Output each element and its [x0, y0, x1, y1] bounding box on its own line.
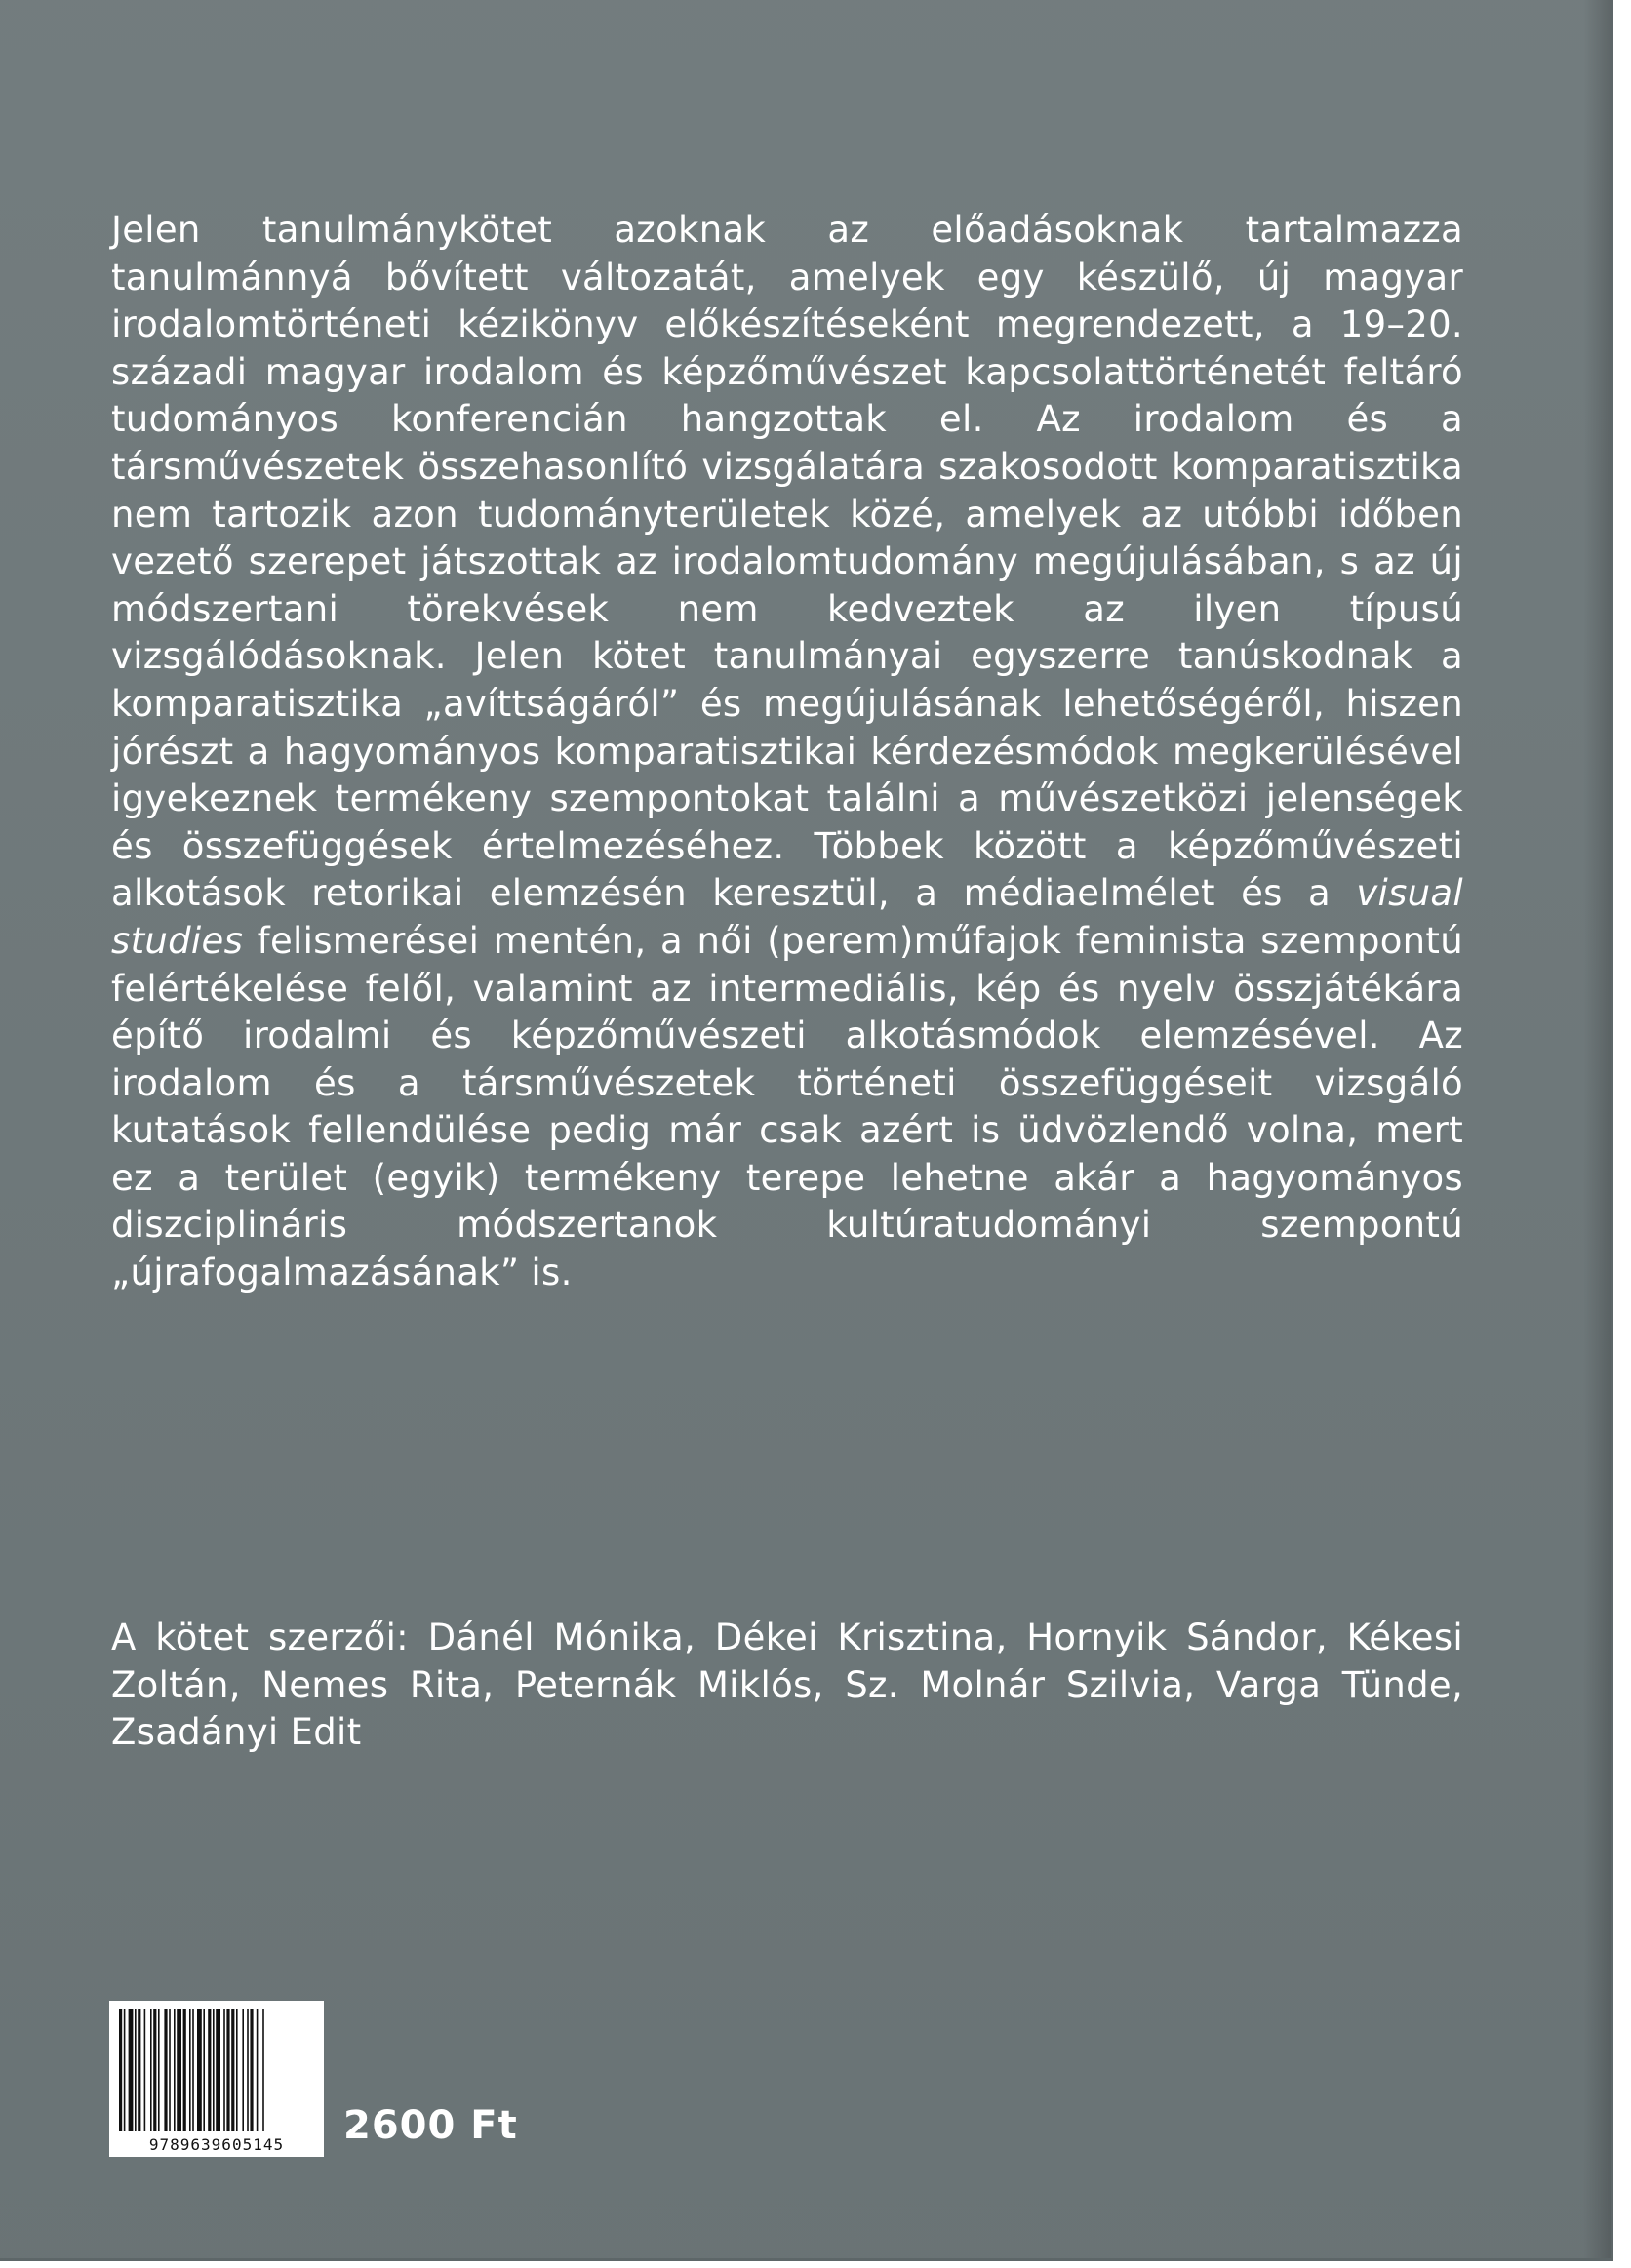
blurb-text-part2: felismerései mentén, a női (perem)műfajok feminista szempontú felértékelése felől, valamint az intermediális, kép és nyelv összjátékára építő irodalmi és képzőművészeti alkotásmódok elemzésével. Az irodalom és a társművészetek történeti összefüggéseit vizsgáló kutatások fellendülése pedig már csak azért is üdvözlendő volna, mert ez a terület (egyik) termékeny terepe lehetne akár a hagyományos diszciplináris módszertanok kultúratudományi szempontú „újrafogalmazásának” is. [111, 919, 1463, 1294]
authors-list: A kötet szerzői: Dánél Mónika, Dékei Krisztina, Hornyik Sándor, Kékesi Zoltán, Nemes Rita, Peternák Miklós, Sz. Molnár Szilvia, Varga Tünde, Zsadányi Edit [111, 1616, 1463, 1754]
blurb-text-part1: Jelen tanulmánykötet azoknak az előadásoknak tartalmazza tanulmánnyá bővített változatát, amelyek egy készülő, új magyar irodalomtörténeti kézikönyv előkészítéseként megrendezett, a 19–20. századi magyar irodalom és képzőművészet kapcsolattörténetét feltáró tudományos konferencián hangzottak el. Az irodalom és a társművészetek összehasonlító vizsgálatára szakosodott komparatisztika nem tartozik azon tudományterületek közé, amelyek az utóbbi időben vezető szerepet játszottak az irodalomtudomány megújulásában, s az új módszertani törekvések nem kedveztek az ilyen típusú vizsgálódásoknak. Jelen kötet tanulmányai egyszerre tanúskodnak a komparatisztika „avíttságáról” és megújulásának lehetőségéről, hiszen jórészt a hagyományos komparatisztikai kérdezésmódok megkerülésével igyekeznek termékeny szempontokat találni a művészetközi jelenségek és összefüggések értelmezéséhez. Többek között a képzőművészeti alkotások retorikai elemzésén keresztül, a médiaelmélet és a [111, 209, 1463, 915]
barcode-bar [129, 2009, 134, 2131]
barcode-bar [192, 2009, 194, 2131]
barcode-bar [236, 2009, 238, 2131]
barcode-bar [144, 2009, 146, 2131]
barcode-bar [197, 2009, 202, 2131]
barcode-bar [231, 2009, 234, 2131]
barcode-bar [158, 2009, 160, 2131]
barcode-bar [124, 2009, 126, 2131]
blurb-text [111, 207, 1463, 1297]
barcode-bar [213, 2009, 215, 2131]
barcode-bar [189, 2009, 191, 2131]
barcode-bar [257, 2009, 259, 2131]
barcode-bar [216, 2009, 220, 2131]
barcode-bar [164, 2009, 167, 2131]
barcode-bar [203, 2009, 205, 2131]
barcode-bar [174, 2009, 176, 2131]
barcode-bar [183, 2009, 186, 2131]
cover-spine-shadow [1583, 0, 1611, 2258]
isbn-barcode [109, 2001, 324, 2157]
barcode-bar [223, 2009, 225, 2131]
barcode-bar [226, 2009, 229, 2131]
barcode-bar [250, 2009, 253, 2131]
barcode-bar [262, 2009, 264, 2131]
price-label: 2600 Ft [343, 2103, 518, 2148]
barcode-bar [135, 2009, 137, 2131]
barcode-bar [242, 2009, 244, 2131]
barcode-bar [153, 2009, 156, 2131]
blurb-text-italic: visual studies [111, 872, 1463, 962]
barcode-number: 9789639605145 [148, 2135, 285, 2154]
barcode-bar [150, 2009, 152, 2131]
barcode-bars [117, 2009, 316, 2131]
barcode-bar [169, 2009, 171, 2131]
barcode-bar [177, 2009, 181, 2131]
barcode-bar [247, 2009, 249, 2131]
barcode-bar [138, 2009, 140, 2131]
barcode-bar [208, 2009, 211, 2131]
barcode-bar [119, 2009, 122, 2131]
